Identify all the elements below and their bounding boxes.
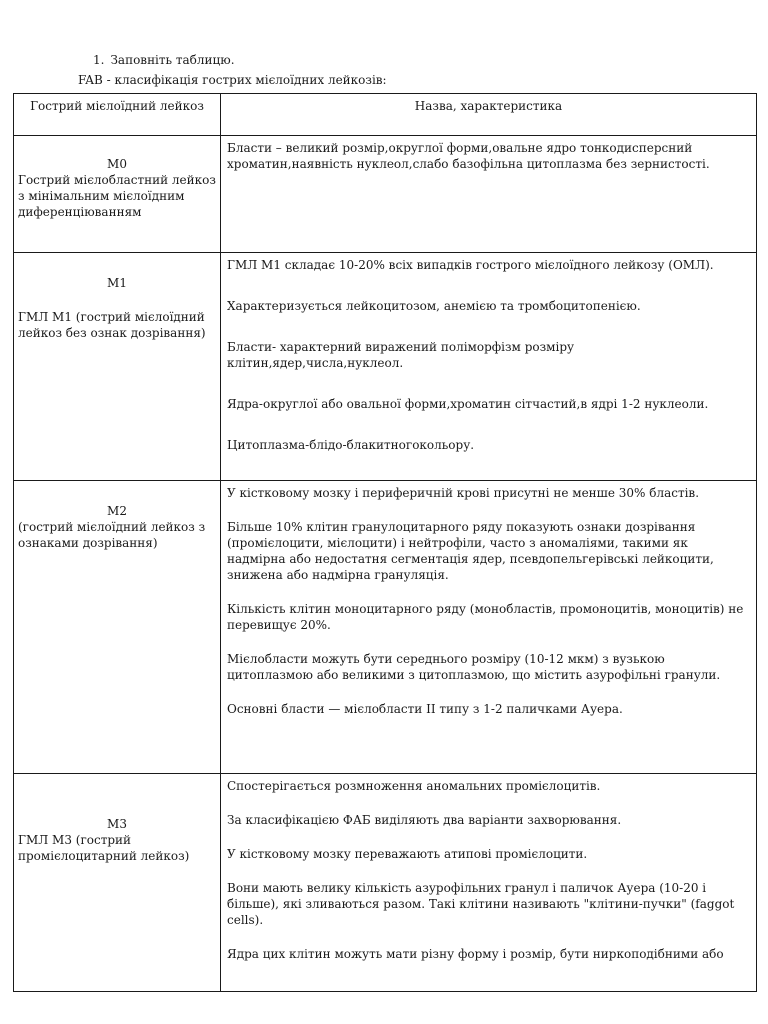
description-paragraph: У кістковому мозку і периферичній крові присутні не менше 30% бластів.	[227, 486, 700, 500]
leukemia-name: (гострий мієлоїдний лейкоз з ознаками дозрівання)	[18, 520, 206, 550]
leukemia-code: M3	[107, 817, 127, 831]
leukemia-name: ГМЛ М1 (гострий мієлоїдний лейкоз без ознак дозрівання)	[18, 310, 206, 340]
task-number: 1.	[93, 53, 105, 67]
header-leukemia: Гострий мієлоїдний лейкоз	[14, 94, 221, 136]
description-paragraph: У кістковому мозку переважають атипові промієлоцити.	[227, 847, 588, 861]
description-paragraph: Мієлобласти можуть бути середнього розміру (10-12 мкм) з вузькою цитоплазмою або великими з цитоплазмою, що містить азурофільні гранули.	[227, 652, 721, 682]
leukemia-cell-m0	[14, 136, 221, 253]
description-paragraph: Ядра-округлої або овальної форми,хроматин сітчастий,в ядрі 1-2 нуклеоли.	[227, 397, 709, 411]
description-cell-m3	[221, 774, 757, 992]
description-paragraph: Цитоплазма-блідо-блакитногокольору.	[227, 438, 475, 452]
description-paragraph: Характеризується лейкоцитозом, анемією та тромбоцитопенією.	[227, 299, 641, 313]
leukemia-name: ГМЛ М3 (гострий промієлоцитарний лейкоз)	[18, 833, 190, 863]
description-paragraph: Ядра цих клітин можуть мати різну форму і розмір, бути ниркоподібними або	[227, 947, 724, 961]
leukemia-code: M1	[107, 276, 127, 290]
table-row-m2	[14, 481, 757, 774]
description-paragraph: Більше 10% клітин гранулоцитарного ряду показують ознаки дозрівання (промієлоцити, мієлоцити) і нейтрофіли, часто з аномаліями, такими як надмірна або недостатня сегментація ядер, псевдопельгерівські лейкоцити, знижена або надмірна грануляція.	[227, 520, 714, 582]
description-cell-m1	[221, 253, 757, 481]
description-paragraph: Бласти- характерний виражений поліморфізм розміру клітин,ядер,числа,нуклеол.	[227, 340, 575, 370]
table-row-m1	[14, 253, 757, 481]
task-text: Заповніть таблицю.	[110, 53, 235, 67]
description-paragraph: За класифікацією ФАБ виділяють два варіанти захворювання.	[227, 813, 622, 827]
leukemia-cell-m1	[14, 253, 221, 481]
description-paragraph: Основні бласти — мієлобласти II типу з 1-2 паличками Ауера.	[227, 702, 623, 716]
table-header-row	[14, 94, 757, 136]
leukemia-name: Гострий мієлобластний лейкоз з мінімальним мієлоїдним диференціюванням	[18, 173, 216, 219]
description-cell-m0	[221, 136, 757, 253]
task-line	[93, 52, 235, 68]
table-row-m3	[14, 774, 757, 992]
description-paragraph: Бласти – великий розмір,округлої форми,овальне ядро тонкодисперсний хроматин,наявність нуклеол,слабо базофільна цитоплазма без зернистості.	[227, 141, 710, 171]
leukemia-cell-m3	[14, 774, 221, 992]
leukemia-cell-m2	[14, 481, 221, 774]
leukemia-code: M0	[107, 157, 127, 171]
table-row-m0	[14, 136, 757, 253]
description-cell-m2	[221, 481, 757, 774]
description-clip	[227, 778, 750, 987]
description-paragraph: Спостерігається розмноження аномальних промієлоцитів.	[227, 779, 601, 793]
description-paragraph: Кількість клітин моноцитарного ряду (монобластів, промоноцитів, моноцитів) не перевищує 20%.	[227, 602, 744, 632]
leukemia-code: M2	[107, 504, 127, 518]
header-description: Назва, характеристика	[221, 94, 757, 136]
table-subtitle: FAB - класифікація гострих мієлоїдних лейкозів:	[78, 73, 387, 87]
classification-table	[13, 93, 757, 992]
description-paragraph: ГМЛ М1 складає 10-20% всіх випадків гострого мієлоїдного лейкозу (ОМЛ).	[227, 258, 714, 272]
description-paragraph: Вони мають велику кількість азурофільних гранул і паличок Ауера (10-20 і більше), які зливаються разом. Такі клітини називають "клітини-пучки" (faggot cells).	[227, 881, 735, 927]
